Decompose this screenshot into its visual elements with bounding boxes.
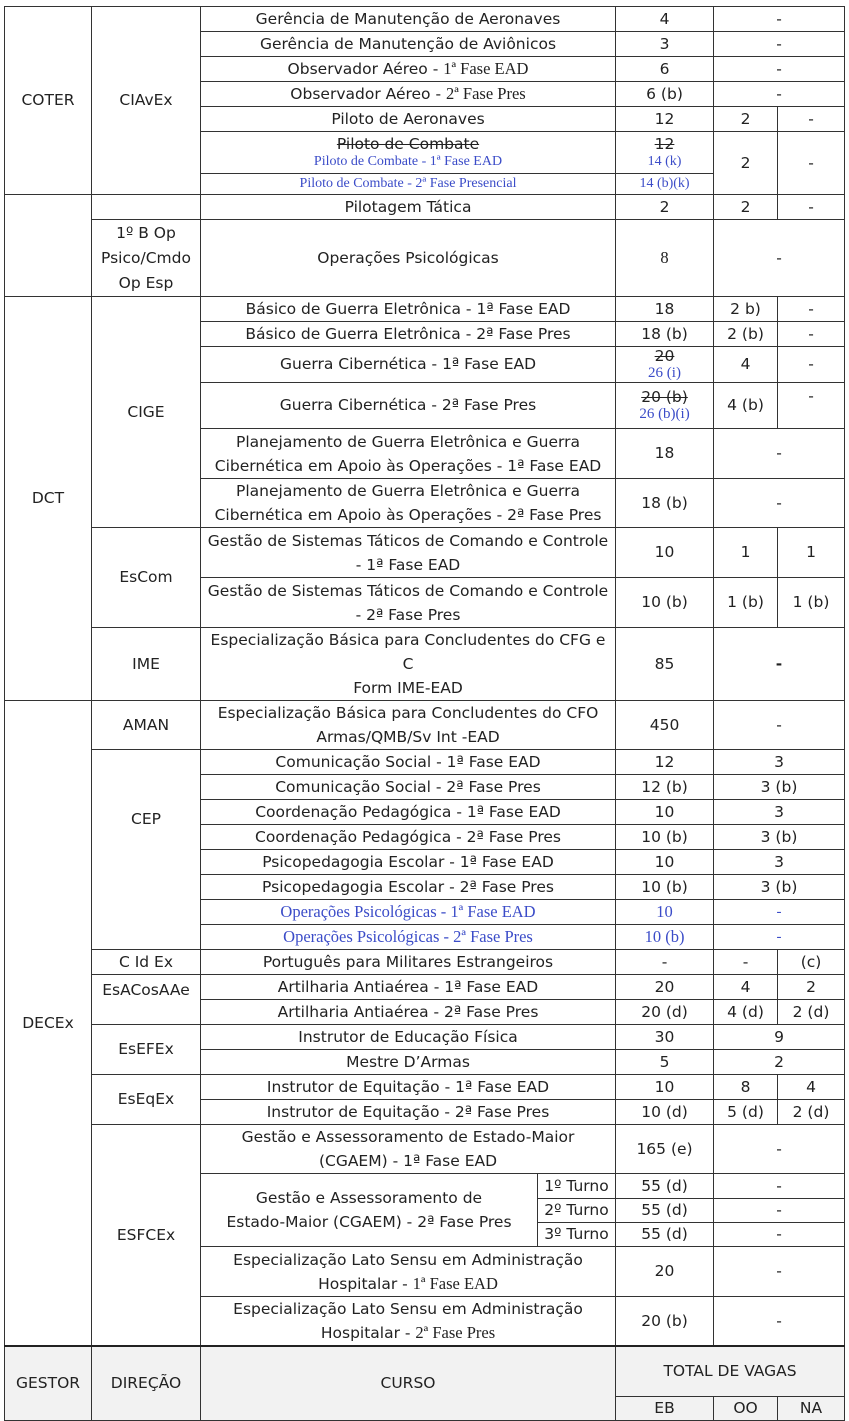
oo-na-cell: - — [714, 479, 845, 528]
eb-cell: 10 — [616, 900, 714, 925]
eb-cell: 85 — [616, 628, 714, 701]
eb-old-text: 12 — [654, 134, 675, 153]
oo-na-cell: - — [714, 1223, 845, 1247]
table-row — [5, 7, 845, 32]
eb-cell: 10 — [616, 1075, 714, 1100]
direcao-cell: EsCom — [92, 528, 201, 628]
curso-line: Armas/QMB/Sv Int -EAD — [316, 728, 500, 746]
direcao-line: Psico/Cmdo — [101, 248, 191, 267]
oo-cell: 4 — [714, 347, 778, 383]
curso-cell: Gerência de Manutenção de Aviônicos — [201, 32, 616, 57]
curso-text: Observador Aéreo - — [287, 60, 444, 79]
eb-cell: 14 (b)(k) — [616, 174, 714, 195]
curso-cell — [201, 1297, 616, 1347]
oo-na-cell: 3 (b) — [714, 875, 845, 900]
direcao-cell — [92, 220, 201, 297]
na-cell: 1 — [778, 528, 845, 578]
curso-line: Form IME-EAD — [353, 679, 463, 697]
eb-cell: 450 — [616, 701, 714, 750]
curso-text: Observador Aéreo - — [290, 85, 446, 104]
oo-na-cell: - — [714, 900, 845, 925]
na-cell: 4 — [778, 1075, 845, 1100]
eb-cell: 8 — [616, 220, 714, 297]
oo-cell: 5 (d) — [714, 1100, 778, 1125]
header-gestor: GESTOR — [5, 1346, 92, 1421]
na-cell: 2 (d) — [778, 1100, 845, 1125]
eb-cell: 18 (b) — [616, 479, 714, 528]
na-cell: - — [778, 347, 845, 383]
curso-line: - 1ª Fase EAD — [355, 555, 461, 574]
curso-cell — [201, 1247, 616, 1297]
eb-cell: 10 (b) — [616, 825, 714, 850]
eb-cell: 4 — [616, 7, 714, 32]
eb-cell: 10 — [616, 850, 714, 875]
oo-na-cell: 3 — [714, 750, 845, 775]
turno-cell: 2º Turno — [538, 1199, 616, 1223]
curso-line: Gestão e Assessoramento de Estado-Maior — [241, 1128, 575, 1146]
curso-cell: Comunicação Social - 2ª Fase Pres — [201, 775, 616, 800]
direcao-cell: AMAN — [92, 701, 201, 750]
oo-na-cell: - — [714, 7, 845, 32]
table-row — [5, 297, 845, 322]
eb-cell: 10 (b) — [616, 875, 714, 900]
curso-line: - 2ª Fase Pres — [355, 605, 461, 624]
oo-na-cell: 9 — [714, 1025, 845, 1050]
eb-cell — [616, 347, 714, 383]
eb-cell: 12 — [616, 750, 714, 775]
curso-cell: Artilharia Antiaérea - 2ª Fase Pres — [201, 1000, 616, 1025]
fase-text: 1ª Fase EAD — [412, 1273, 498, 1293]
turno-cell: 1º Turno — [538, 1174, 616, 1199]
curso-text: Hospitalar - — [318, 1274, 413, 1293]
na-cell: - — [778, 297, 845, 322]
table-row — [5, 701, 845, 750]
curso-cell: Pilotagem Tática — [201, 195, 616, 220]
curso-cell — [201, 528, 616, 578]
curso-line — [203, 1321, 613, 1345]
curso-cell: Operações Psicológicas — [201, 220, 616, 297]
oo-na-cell: - — [714, 1247, 845, 1297]
direcao-cell: EsEFEx — [92, 1025, 201, 1075]
curso-cell — [201, 628, 616, 701]
curso-cell — [201, 82, 616, 107]
curso-cell: Operações Psicológicas - 1ª Fase EAD — [201, 900, 616, 925]
oo-cell: 8 — [714, 1075, 778, 1100]
eb-cell: 10 (b) — [616, 578, 714, 628]
curso-line — [203, 1272, 613, 1296]
oo-cell: 4 (b) — [714, 383, 778, 429]
curso-cell — [201, 132, 616, 174]
oo-na-cell: 3 (b) — [714, 825, 845, 850]
oo-na-cell: - — [714, 925, 845, 950]
table-row — [5, 195, 845, 220]
table-row — [5, 220, 845, 297]
eb-cell: 30 — [616, 1025, 714, 1050]
eb-cell: 18 — [616, 297, 714, 322]
oo-na-cell: 2 — [714, 1050, 845, 1075]
oo-cell: 1 — [714, 528, 778, 578]
curso-cell — [201, 1174, 538, 1247]
eb-cell: 55 (d) — [616, 1174, 714, 1199]
na-cell: - — [778, 132, 845, 195]
oo-cell: 4 — [714, 975, 778, 1000]
eb-cell: 2 — [616, 195, 714, 220]
oo-na-cell: - — [714, 1174, 845, 1199]
oo-cell: 2 b) — [714, 297, 778, 322]
direcao-cell: EsEqEx — [92, 1075, 201, 1125]
eb-cell: 12 — [616, 107, 714, 132]
curso-cell: Português para Militares Estrangeiros — [201, 950, 616, 975]
oo-cell: 4 (d) — [714, 1000, 778, 1025]
na-cell: - — [778, 107, 845, 132]
eb-new-text: 26 (i) — [648, 364, 681, 381]
curso-cell: Instrutor de Equitação - 2ª Fase Pres — [201, 1100, 616, 1125]
header-eb: EB — [616, 1397, 714, 1421]
header-total-vagas: TOTAL DE VAGAS — [616, 1346, 845, 1397]
na-cell: - — [778, 322, 845, 347]
eb-cell: 20 — [616, 975, 714, 1000]
eb-cell: 55 (d) — [616, 1199, 714, 1223]
curso-line: Cibernética em Apoio às Operações - 2ª Fase Pres — [214, 506, 602, 524]
eb-cell: 10 (d) — [616, 1100, 714, 1125]
header-curso: CURSO — [201, 1346, 616, 1421]
curso-line: Gestão e Assessoramento de — [255, 1189, 483, 1207]
oo-na-cell: 3 (b) — [714, 775, 845, 800]
eb-old-text: 20 (b) — [641, 387, 688, 406]
table-row — [5, 750, 845, 775]
direcao-line: 1º B Op — [116, 223, 176, 242]
curso-cell: Operações Psicológicas - 2ª Fase Pres — [201, 925, 616, 950]
eb-cell — [616, 132, 714, 174]
eb-cell: 10 (b) — [616, 925, 714, 950]
curso-line: Especialização Básica para Concludentes do CFO — [217, 704, 599, 722]
direcao-cell: CIAvEx — [92, 7, 201, 195]
oo-na-cell: - — [714, 32, 845, 57]
curso-cell: Instrutor de Educação Física — [201, 1025, 616, 1050]
curso-line: Especialização Lato Sensu em Administração — [233, 1300, 583, 1318]
fase-text: 2ª Fase Pres — [445, 84, 526, 104]
eb-cell — [616, 383, 714, 429]
eb-cell: - — [616, 950, 714, 975]
table-row — [5, 1025, 845, 1050]
curso-cell: Coordenação Pedagógica - 1ª Fase EAD — [201, 800, 616, 825]
curso-cell: Comunicação Social - 1ª Fase EAD — [201, 750, 616, 775]
oo-cell: 2 — [714, 132, 778, 195]
oo-na-cell: - — [714, 220, 845, 297]
direcao-cell: IME — [92, 628, 201, 701]
curso-cell — [201, 479, 616, 528]
curso-cell: Guerra Cibernética - 1ª Fase EAD — [201, 347, 616, 383]
vagas-table — [4, 6, 845, 1421]
table-row — [5, 1125, 845, 1174]
oo-na-cell: - — [714, 701, 845, 750]
oo-na-cell: - — [714, 57, 845, 82]
eb-cell: 6 (b) — [616, 82, 714, 107]
curso-line: Especialização Básica para Concludentes do CFG e C — [210, 631, 606, 673]
curso-cell: Piloto de Aeronaves — [201, 107, 616, 132]
eb-cell: 18 (b) — [616, 322, 714, 347]
eb-cell: 20 (b) — [616, 1297, 714, 1347]
curso-text: Hospitalar - — [320, 1324, 416, 1342]
curso-line: Cibernética em Apoio às Operações - 1ª Fase EAD — [214, 456, 602, 475]
fase-text: 1ª Fase EAD — [443, 59, 529, 79]
direcao-cell: CEP — [92, 750, 201, 950]
na-cell: (c) — [778, 950, 845, 975]
gestor-cell: COTER — [5, 7, 92, 195]
curso-cell — [201, 429, 616, 479]
table-row — [5, 528, 845, 578]
header-oo: OO — [714, 1397, 778, 1421]
oo-cell: 2 — [714, 195, 778, 220]
curso-cell: Instrutor de Equitação - 1ª Fase EAD — [201, 1075, 616, 1100]
eb-cell: 165 (e) — [616, 1125, 714, 1174]
oo-na-cell: 3 — [714, 800, 845, 825]
curso-cell — [201, 57, 616, 82]
curso-line: Planejamento de Guerra Eletrônica e Guerra — [236, 432, 580, 451]
na-cell: - — [778, 195, 845, 220]
curso-cell — [201, 1125, 616, 1174]
curso-cell: Básico de Guerra Eletrônica - 1ª Fase EAD — [201, 297, 616, 322]
eb-new-text: 14 (k) — [647, 153, 682, 169]
table-row — [5, 628, 845, 701]
na-cell: 2 (d) — [778, 1000, 845, 1025]
na-cell: 1 (b) — [778, 578, 845, 628]
eb-cell: 3 — [616, 32, 714, 57]
curso-cell: Psicopedagogia Escolar - 2ª Fase Pres — [201, 875, 616, 900]
na-cell: - — [778, 383, 845, 429]
curso-line: Gestão de Sistemas Táticos de Comando e Controle — [207, 581, 609, 600]
oo-na-cell: - — [714, 82, 845, 107]
curso-cell: Psicopedagogia Escolar - 1ª Fase EAD — [201, 850, 616, 875]
oo-cell: 2 — [714, 107, 778, 132]
curso-cell — [201, 578, 616, 628]
direcao-cell: CIGE — [92, 297, 201, 528]
vagas-table-wrapper — [4, 6, 845, 1421]
eb-cell: 55 (d) — [616, 1223, 714, 1247]
table-header-row — [5, 1346, 845, 1397]
table-row — [5, 1075, 845, 1100]
direcao-cell: C Id Ex — [92, 950, 201, 975]
curso-line: Especialização Lato Sensu em Administração — [233, 1250, 583, 1269]
eb-cell: 18 — [616, 429, 714, 479]
curso-cell: Piloto de Combate - 2ª Fase Presencial — [201, 174, 616, 195]
direcao-cell: EsACosAAe — [92, 975, 201, 1025]
oo-na-cell: 3 — [714, 850, 845, 875]
gestor-cell — [5, 195, 92, 297]
curso-cell: Básico de Guerra Eletrônica - 2ª Fase Pres — [201, 322, 616, 347]
curso-cell: Artilharia Antiaérea - 1ª Fase EAD — [201, 975, 616, 1000]
eb-cell: 10 — [616, 528, 714, 578]
curso-line: (CGAEM) - 1ª Fase EAD — [318, 1152, 498, 1170]
oo-cell: 2 (b) — [714, 322, 778, 347]
gestor-cell: DECEx — [5, 701, 92, 1347]
curso-new-text: Piloto de Combate - 1ª Fase EAD — [313, 153, 503, 169]
fase-text: 2ª Fase Pres — [415, 1323, 496, 1342]
oo-cell: 1 (b) — [714, 578, 778, 628]
eb-cell: 10 — [616, 800, 714, 825]
curso-line: Gestão de Sistemas Táticos de Comando e Controle — [207, 531, 609, 550]
header-direcao: DIREÇÃO — [92, 1346, 201, 1421]
oo-na-cell: - — [714, 1297, 845, 1347]
eb-cell: 5 — [616, 1050, 714, 1075]
eb-old-text: 20 — [654, 346, 675, 365]
curso-cell — [201, 701, 616, 750]
direcao-line: Op Esp — [118, 273, 174, 292]
oo-na-cell: - — [714, 429, 845, 479]
oo-cell: - — [714, 950, 778, 975]
curso-line: Planejamento de Guerra Eletrônica e Guerra — [236, 482, 580, 500]
curso-cell: Mestre D’Armas — [201, 1050, 616, 1075]
header-na: NA — [778, 1397, 845, 1421]
eb-cell: 6 — [616, 57, 714, 82]
curso-line: Estado-Maior (CGAEM) - 2ª Fase Pres — [226, 1213, 512, 1231]
oo-na-cell: - — [714, 628, 845, 701]
na-cell: 2 — [778, 975, 845, 1000]
curso-cell: Guerra Cibernética - 2ª Fase Pres — [201, 383, 616, 429]
direcao-cell: ESFCEx — [92, 1125, 201, 1347]
eb-new-text: 26 (b)(i) — [639, 405, 690, 422]
oo-na-cell: - — [714, 1125, 845, 1174]
gestor-cell: DCT — [5, 297, 92, 701]
curso-old-text: Piloto de Combate — [336, 134, 480, 153]
turno-cell: 3º Turno — [538, 1223, 616, 1247]
curso-cell: Gerência de Manutenção de Aeronaves — [201, 7, 616, 32]
direcao-cell — [92, 195, 201, 220]
eb-cell: 12 (b) — [616, 775, 714, 800]
table-row — [5, 975, 845, 1000]
table-row — [5, 950, 845, 975]
curso-cell: Coordenação Pedagógica - 2ª Fase Pres — [201, 825, 616, 850]
eb-cell: 20 — [616, 1247, 714, 1297]
oo-na-cell: - — [714, 1199, 845, 1223]
eb-cell: 20 (d) — [616, 1000, 714, 1025]
